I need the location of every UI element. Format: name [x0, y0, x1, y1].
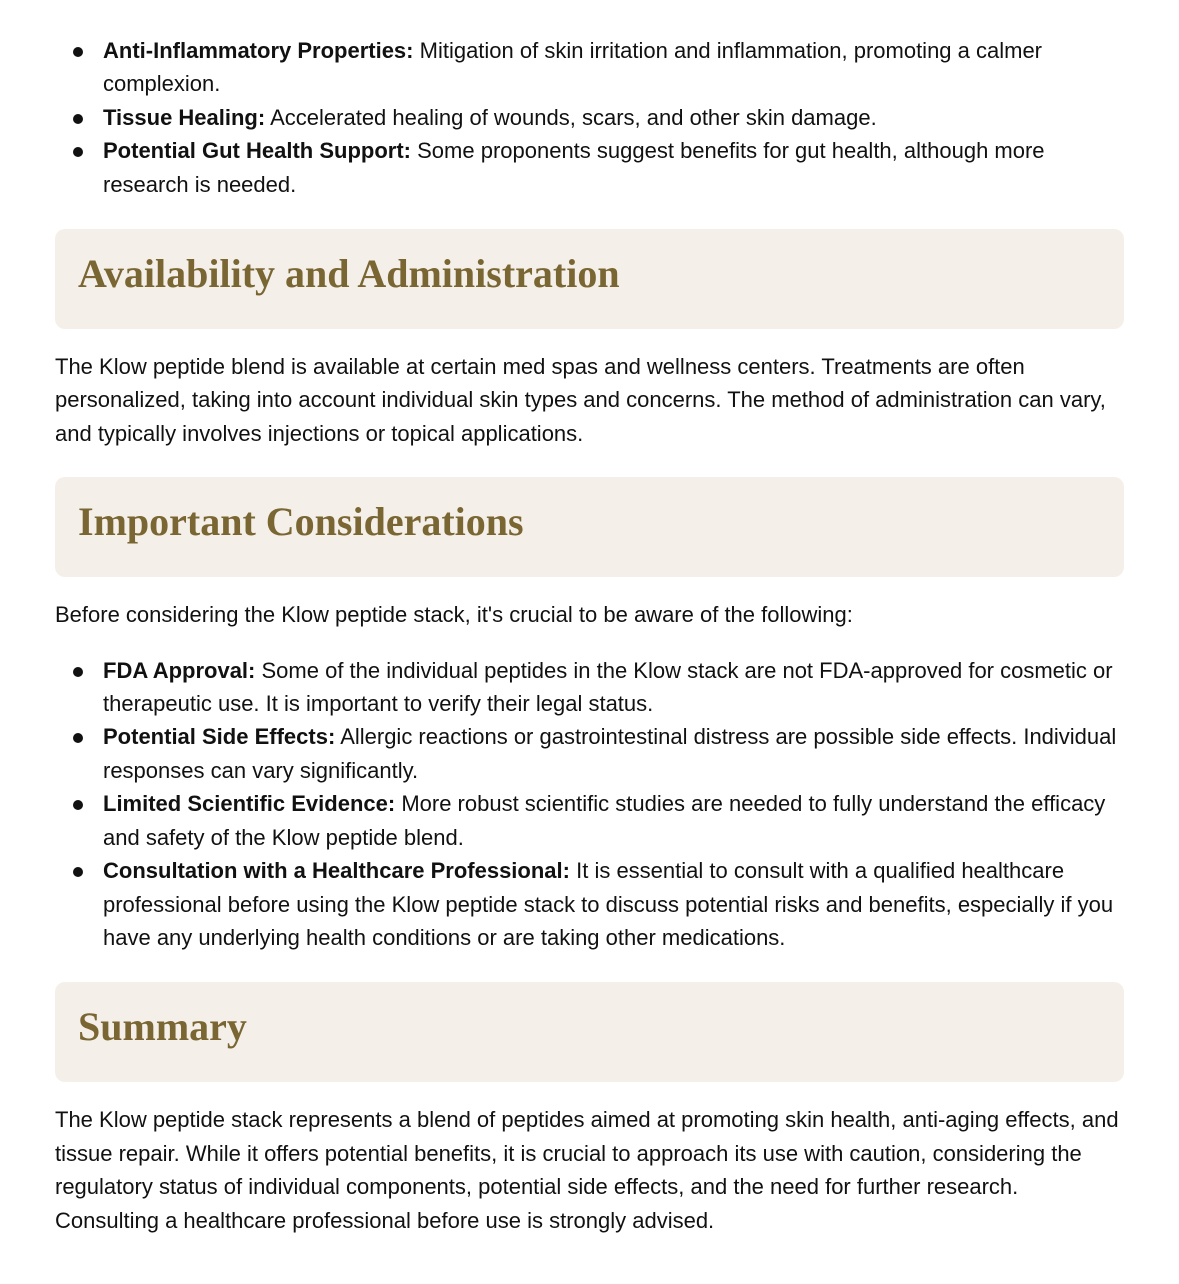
list-item [55, 654, 1124, 721]
list-item-term: Potential Side Effects: [103, 724, 336, 750]
list-item-term: Limited Scientific Evidence: [103, 791, 396, 817]
list-item-term: Tissue Healing: [103, 104, 266, 130]
considerations-heading: Important Considerations [78, 499, 524, 545]
considerations-section-header [55, 477, 1124, 577]
list-item-text: Mitigation of skin irritation and inflammation, promoting a calmer complexion. [103, 38, 1043, 97]
list-item [55, 134, 1124, 201]
list-item-text: Some of the individual peptides in the Klow stack are not FDA-approved for cosmetic or therapeutic use. It is important to verify their legal status. [103, 657, 1113, 717]
article-content [55, 34, 1124, 1237]
list-item-term: Potential Gut Health Support: [103, 138, 411, 164]
list-item [55, 787, 1124, 854]
list-item-text: Some proponents suggest benefits for gut health, although more research is needed. [103, 138, 1045, 197]
availability-paragraph: The Klow peptide blend is available at certain med spas and wellness centers. Treatments are often personalized, taking into account individual skin types and concerns. The method of administration can vary, and typically involves injections or topical applications. [55, 354, 1106, 446]
list-item-text: More robust scientific studies are needed to fully understand the efficacy and safety of the Klow peptide blend. [103, 791, 1106, 850]
summary-heading: Summary [78, 1004, 247, 1050]
list-item-term: Anti-Inflammatory Properties: [103, 38, 414, 63]
list-item [55, 34, 1124, 101]
list-item-text: It is essential to consult with a qualified healthcare professional before using the Klow peptide stack to discuss potential risks and benefits, especially if you have any underlying health conditions or are taking other medications. [103, 858, 1114, 950]
list-item-text: Accelerated healing of wounds, scars, and other skin damage. [270, 104, 877, 130]
summary-paragraph: The Klow peptide stack represents a blend of peptides aimed at promoting skin health, anti-aging effects, and tissue repair. While it offers potential benefits, it is crucial to approach its use with caution, considering the regulatory status of individual components, potential side effects, and the need for further research. Consulting a healthcare professional before use is strongly advised. [55, 1107, 1119, 1233]
list-item [55, 854, 1124, 954]
considerations-intro: Before considering the Klow peptide stack, it's crucial to be aware of the following: [55, 602, 853, 628]
benefits-list [55, 34, 1124, 201]
list-item-term: FDA Approval: [103, 657, 256, 683]
list-item [55, 720, 1124, 787]
list-item [55, 101, 1124, 134]
availability-heading: Availability and Administration [78, 251, 620, 297]
availability-section-header [55, 229, 1124, 329]
considerations-list [55, 654, 1124, 955]
list-item-text: Allergic reactions or gastrointestinal distress are possible side effects. Individual responses can vary significantly. [103, 724, 1117, 783]
summary-section-header [55, 982, 1124, 1082]
list-item-term: Consultation with a Healthcare Professional: [103, 858, 570, 884]
